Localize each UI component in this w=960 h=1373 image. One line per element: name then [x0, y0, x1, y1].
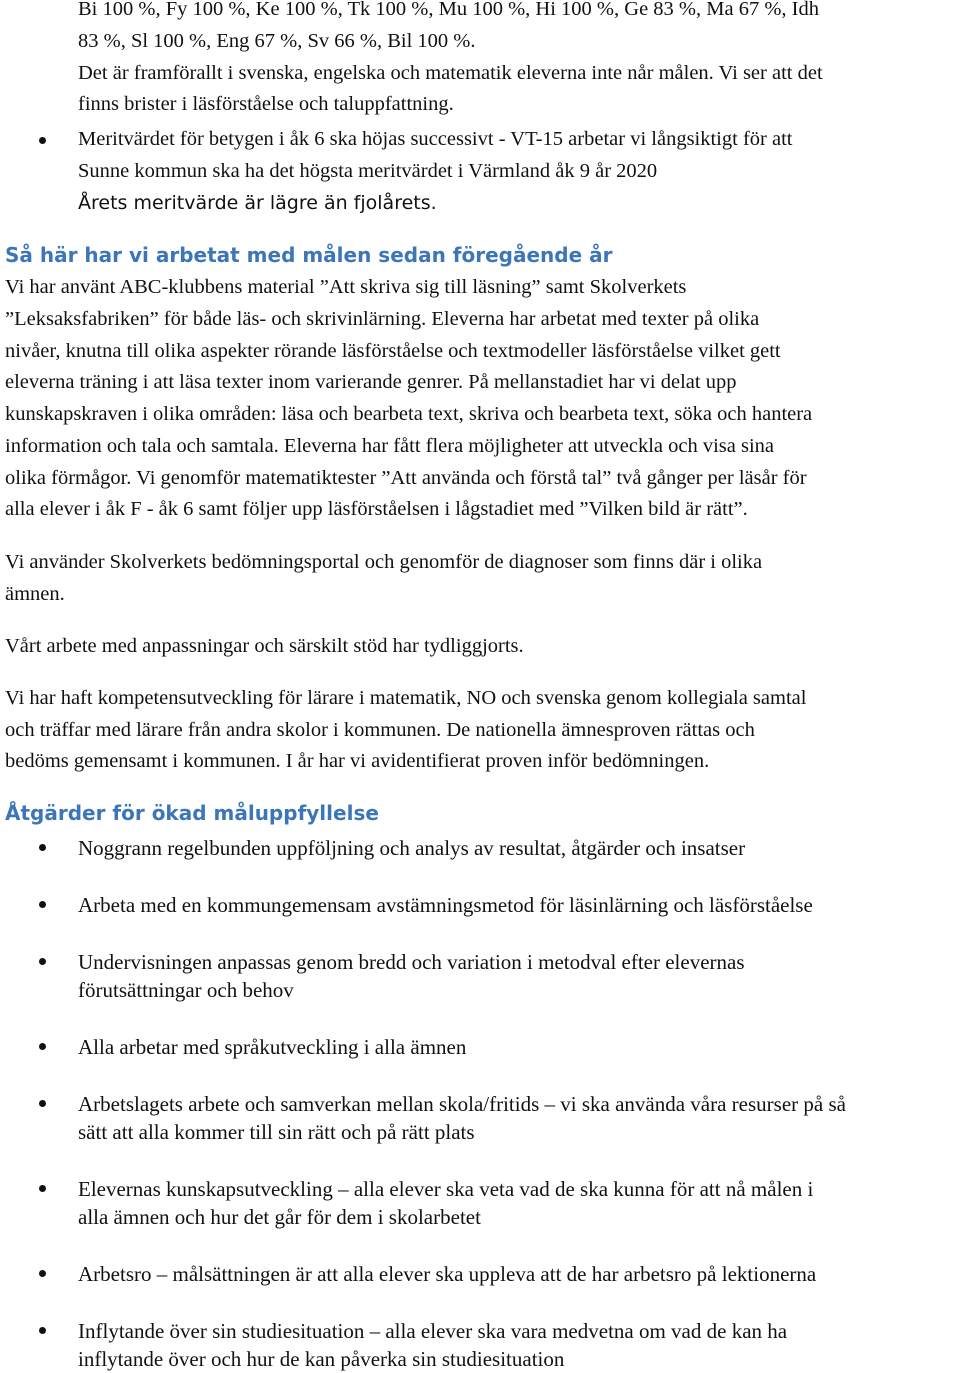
paragraph-line: nivåer, knutna till olika aspekter rörande läsförståelse och textmodeller läsförståelse vilket gett	[5, 340, 781, 362]
intro-line: Det är framförallt i svenska, engelska och matematik eleverna inte når målen. Vi ser att det	[78, 62, 823, 84]
list-item: Alla arbetar med språkutveckling i alla ämnen	[78, 1035, 467, 1059]
bullet-icon	[39, 844, 46, 851]
paragraph-line: information och tala och samtala. Eleverna har fått flera möjligheter att utveckla och visa sina	[5, 435, 775, 457]
intro-line: 83 %, Sl 100 %, Eng 67 %, Sv 66 %, Bil 100 %.	[78, 30, 476, 52]
paragraph-line: Vi har använt ABC-klubbens material ”Att skriva sig till läsning” samt Skolverkets	[5, 276, 687, 298]
merit-sans-line: Årets meritvärde är lägre än fjolårets.	[78, 192, 437, 214]
paragraph-line: ”Leksaksfabriken” för både läs- och skrivinlärning. Eleverna har arbetat med texter på olika	[5, 308, 760, 330]
bullet-icon	[39, 1327, 46, 1334]
section-heading: Så här har vi arbetat med målen sedan föregående år	[5, 243, 613, 267]
bullet-icon	[39, 137, 46, 144]
bullet-icon	[39, 1100, 46, 1107]
list-item: Noggrann regelbunden uppföljning och analys av resultat, åtgärder och insatser	[78, 836, 746, 860]
list-item: Arbeta med en kommungemensam avstämningsmetod för läsinlärning och läsförståelse	[78, 893, 813, 917]
list-item: Arbetsro – målsättningen är att alla elever ska uppleva att de har arbetsro på lektionerna	[78, 1262, 817, 1286]
intro-line: Bi 100 %, Fy 100 %, Ke 100 %, Tk 100 %, Mu 100 %, Hi 100 %, Ge 83 %, Ma 67 %, Idh	[78, 0, 819, 20]
list-item: Inflytande över sin studiesituation – alla elever ska vara medvetna om vad de kan ha	[78, 1319, 788, 1343]
merit-line: Sunne kommun ska ha det högsta meritvärdet i Värmland åk 9 år 2020	[78, 160, 658, 182]
merit-line: Meritvärdet för betygen i åk 6 ska höjas successivt - VT-15 arbetar vi långsiktigt för att	[78, 128, 793, 150]
paragraph-line: och träffar med lärare från andra skolor i kommunen. De nationella ämnesproven rättas och	[5, 719, 755, 741]
paragraph-line: alla elever i åk F - åk 6 samt följer upp läsförståelsen i lågstadiet med ”Vilken bild är rätt”.	[5, 498, 748, 520]
bullet-icon	[39, 1270, 46, 1277]
intro-line: finns brister i läsförståelse och taluppfattning.	[78, 93, 454, 115]
list-item: Elevernas kunskapsutveckling – alla elever ska veta vad de ska kunna för att nå målen i	[78, 1177, 814, 1201]
bullet-icon	[39, 1185, 46, 1192]
list-item-continuation: förutsättningar och behov	[78, 978, 294, 1002]
paragraph-line: kunskapskraven i olika områden: läsa och bearbeta text, skriva och bearbeta text, söka och hantera	[5, 403, 813, 425]
list-item-continuation: alla ämnen och hur det går för dem i skolarbetet	[78, 1205, 481, 1229]
section-heading: Åtgärder för ökad måluppfyllelse	[5, 801, 379, 825]
bullet-icon	[39, 958, 46, 965]
bullet-icon	[39, 901, 46, 908]
paragraph-line: Vi har haft kompetensutveckling för lärare i matematik, NO och svenska genom kollegiala samtal	[5, 687, 807, 709]
bullet-icon	[39, 1043, 46, 1050]
paragraph-line: Vårt arbete med anpassningar och särskilt stöd har tydliggjorts.	[5, 635, 524, 657]
list-item-continuation: sätt att alla kommer till sin rätt och på rätt plats	[78, 1120, 475, 1144]
paragraph-line: ämnen.	[5, 583, 65, 605]
list-item-continuation: inflytande över och hur de kan påverka sin studiesituation	[78, 1347, 565, 1371]
list-item: Undervisningen anpassas genom bredd och variation i metodval efter elevernas	[78, 950, 745, 974]
paragraph-line: olika förmågor. Vi genomför matematiktester ”Att använda och förstå tal” två gånger per läsår för	[5, 467, 807, 489]
paragraph-line: bedöms gemensamt i kommunen. I år har vi avidentifierat proven inför bedömningen.	[5, 750, 710, 772]
paragraph-line: Vi använder Skolverkets bedömningsportal och genomför de diagnoser som finns där i olika	[5, 551, 763, 573]
list-item: Arbetslagets arbete och samverkan mellan skola/fritids – vi ska använda våra resurser på så	[78, 1092, 846, 1116]
paragraph-line: eleverna träning i att läsa texter inom varierande genrer. På mellanstadiet har vi delat upp	[5, 371, 737, 393]
